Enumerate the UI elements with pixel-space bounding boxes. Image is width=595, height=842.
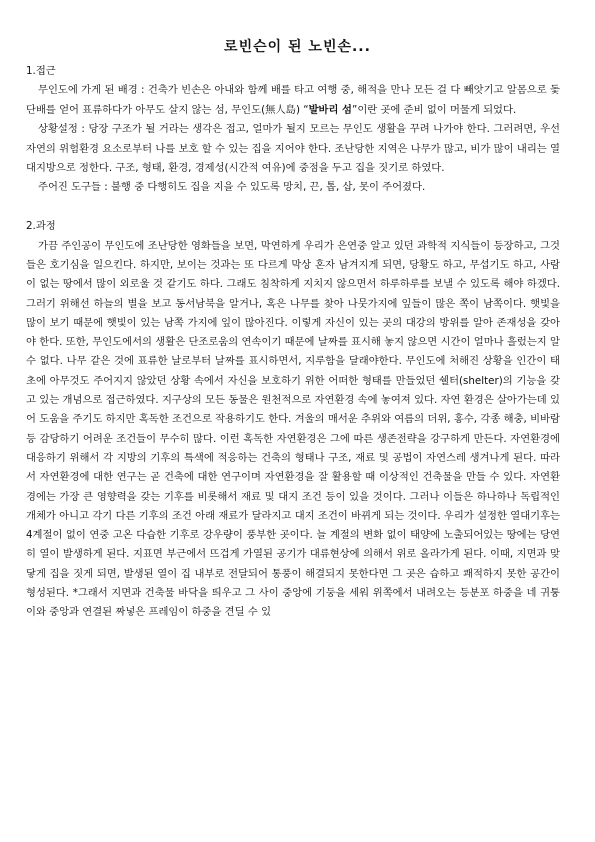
section-heading-process: 2.과정 bbox=[26, 220, 56, 233]
tools-paragraph: 주어진 도구들 : 불행 중 다행히도 집을 지을 수 있도록 망치, 끈, 톱, 삽, 못이 주어졌다. bbox=[38, 181, 426, 194]
situation-paragraph: 상황설정 : 당장 구조가 될 거라는 생각은 접고, 얼마가 될지 모르는 무인도 생활을 꾸려 나가야 한다. 그러려면, 우선 자연의 위험환경 요소로부터 나를 보호 할 수 있는 집을 지어야 한다. 조난당한 지역은 나무가 많고, 비가 많이 내리는 열대지방으로 정한다. 구조, 형태, 환경, 경제성(시간적 여유)에 중점을 두고 집을 짓기로 하였다. bbox=[26, 123, 560, 175]
background-paragraph bbox=[26, 81, 560, 120]
island-name: 발바리 섬 bbox=[308, 103, 352, 116]
background-tail: ”이란 곳에 준비 없이 머물게 되었다. bbox=[351, 103, 517, 116]
document-title: 로빈슨이 된 노빈손... bbox=[224, 39, 371, 55]
background-text: 무인도에 가게 된 배경 : 건축가 빈손은 아내와 함께 배를 타고 여행 중, 해적을 만나 모든 걸 다 빼앗기고 알몸으로 돛단배를 얻어 표류하다가 아무도 살지 않는 섬, 무인도(無人島) “ bbox=[26, 84, 560, 116]
section-spacer bbox=[26, 198, 560, 217]
process-paragraph: 가끔 주인공이 무인도에 조난당한 영화들을 보면, 막연하게 우리가 은연중 알고 있던 과학적 지식들이 등장하고, 그것들은 호기심을 일으킨다. 하지만, 보이는 것과는 또 다르게 막상 혼자 남겨지게 되면, 당황도 하고, 무섭기도 하고, 사람이 없는 땅에서 많이 외로울 것 같기도 하다. 그래도 침착하게 지치지 않으면서 하루하루를 보낼 수 있도록 해야 하겠다. 그러기 위해선 하늘의 별을 보고 동서남북을 알거나, 혹은 나무를 찾아 나뭇가지에 잎들이 많은 쪽이 남쪽이다. 햇빛을 많이 보기 때문에 햇빛이 있는 남쪽 가지에 잎이 많아진다. 이렇게 자신이 있는 곳의 대강의 방위를 알아 존재성을 갖아야 한다. 또한, 무인도에서의 생활은 단조로움의 연속이기 때문에 날짜를 표시해 놓지 않으면 시간이 얼마나 흘렀는지 알 수 없다. 나무 같은 것에 표류한 날로부터 날짜를 표시하면서, 지루함을 달래야한다. 무인도에 처해진 상황을 인간이 태초에 아무것도 주어지지 않았던 상황 속에서 자신을 보호하기 위한 어떠한 형태를 만들었던 쉘터(shelter)의 기능을 갖고 있는 개념으로 접근하였다. 지구상의 모든 동물은 원천적으로 자연환경 속에 놓여져 있다. 자연 환경은 살아가는데 있어 도움을 주기도 하지만 혹독한 조건으로 작용하기도 한다. 겨울의 매서운 추위와 여름의 더위, 홍수, 각종 해충, 비바람 등 감당하기 어려운 조건들이 무수히 많다. 이런 혹독한 자연환경은 그에 따른 생존전략을 강구하게 만든다. 자연환경에 대응하기 위해서 각 지방의 기후의 특색에 적응하는 건축의 형태나 구조, 재료 및 공법이 자연스레 생겨나게 된다. 따라서 자연환경에 대한 연구는 곧 건축에 대한 연구이며 자연환경을 잘 활용할 때 이상적인 건축물을 만들 수 있다. 자연환경에는 가장 큰 영향력을 갖는 기후를 비롯해서 재료 및 대지 조건 등이 있을 것이다. 그러나 이들은 하나하나 독립적인 개체가 아니고 각기 다른 기후의 조건 아래 재료가 달라지고 대지 조건이 바뀌게 되는 것이다. 우리가 설정한 열대기후는 4계절이 없이 연중 고온 다습한 기후로 강우량이 풍부한 곳이다. 늘 계절의 변화 없이 태양에 노출되어있는 땅에는 당연히 열이 발생하게 된다. 지표면 부근에서 뜨겁게 가열된 공기가 대류현상에 의해서 위로 올라가게 된다. 이때, 지면과 맞닿게 집을 짓게 되면, 발생된 열이 집 내부로 전달되어 통풍이 해결되지 못한다면 그 곳은 습하고 쾌적하지 못한 공간이 형성된다. *그래서 지면과 건축물 바닥을 띄우고 그 사이 중앙에 기둥을 세워 위쪽에서 내려오는 등분포 하중을 네 귀퉁이와 중앙과 연결된 짜넣은 프레임이 하중을 견딜 수 있 bbox=[26, 239, 560, 619]
document-body bbox=[26, 62, 560, 623]
section-heading-approach: 1.접근 bbox=[26, 65, 56, 77]
